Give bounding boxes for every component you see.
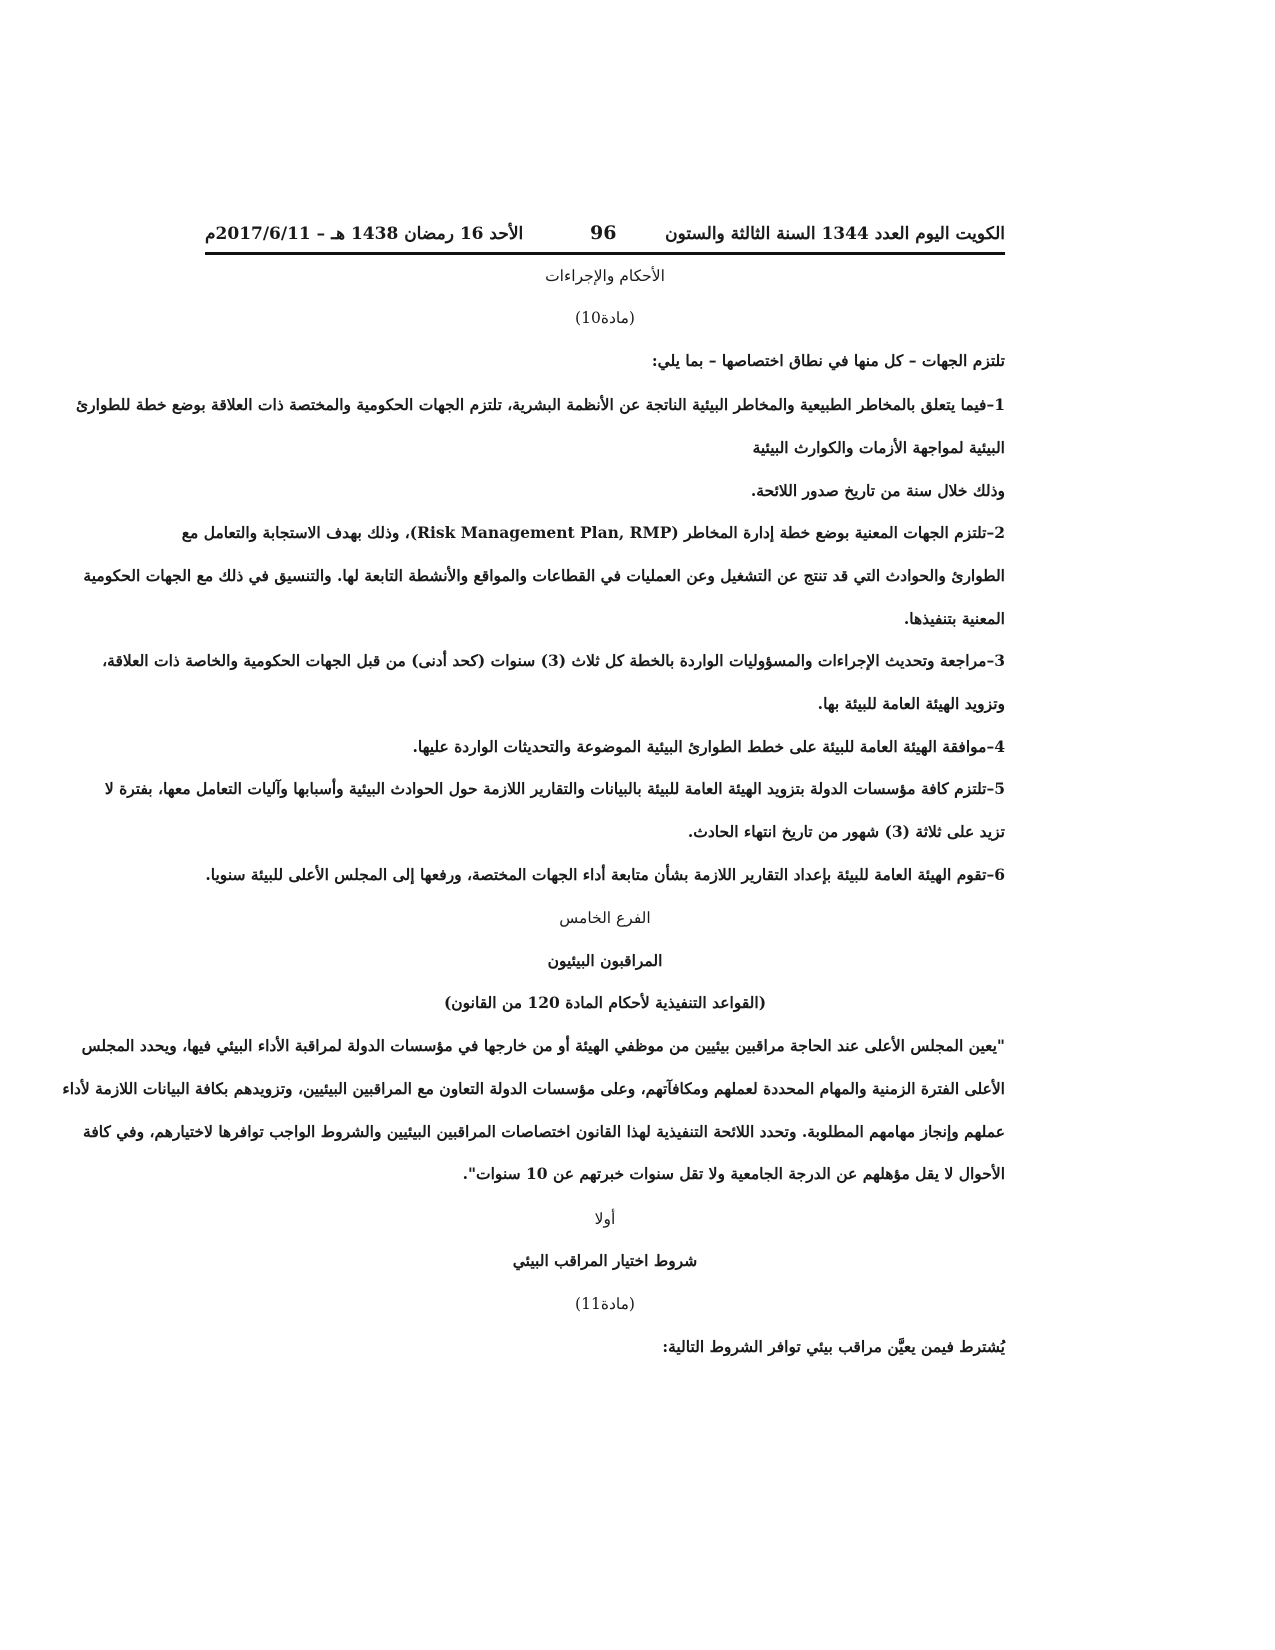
branch-title: المراقبون البيئيون <box>547 951 663 970</box>
header-rule <box>205 252 1005 255</box>
publication-info: الكويت اليوم العدد 1344 السنة الثالثة والستون <box>665 224 1005 244</box>
clause-6: 6–تقوم الهيئة العامة للبيئة بإعداد التقارير اللازمة بشأن متابعة أداء الجهات المختصة، ورفعها إلى المجلس الأعلى للبيئة سنويا. <box>205 865 1005 884</box>
conditions-title: شروط اختيار المراقب البيئي <box>512 1251 698 1270</box>
page-header <box>205 224 1005 250</box>
clause-3-line-1: 3–مراجعة وتحديث الإجراءات والمسؤوليات الواردة بالخطة كل ثلاث (3) سنوات (كحد أدنى) من قبل الجهات الحكومية والخاصة ذات العلاقة، <box>102 651 1005 670</box>
clause-2-line-1: 2–تلتزم الجهات المعنية بوضع خطة إدارة المخاطر (Risk Management Plan, RMP)، وذلك بهدف الاستجابة والتعامل مع <box>181 523 1005 542</box>
clause-5-line-1: 5–تلتزم كافة مؤسسات الدولة بتزويد الهيئة العامة للبيئة بالبيانات والتقارير اللازمة حول الحوادث البيئية وأسبابها وآليات التعامل معها، بفترة لا <box>104 779 1005 798</box>
clause-2-line-3: المعنية بتنفيذها. <box>903 609 1005 628</box>
quote-line-1: "يعين المجلس الأعلى عند الحاجة مراقبين بيئيين من موظفي الهيئة أو من خارجها في مؤسسات الدولة لمراقبة الأداء البيئي فيها، ويحدد المجلس <box>81 1036 1005 1055</box>
page-number: 96 <box>590 222 617 244</box>
clause-3-line-2: وتزويد الهيئة العامة للبيئة بها. <box>817 694 1005 713</box>
clause-1-line-3: وذلك خلال سنة من تاريخ صدور اللائحة. <box>750 481 1005 500</box>
clause-1-line-2: البيئية لمواجهة الأزمات والكوارث البيئية <box>752 438 1005 457</box>
branch-heading: الفرع الخامس <box>559 909 651 927</box>
section-heading: الأحكام والإجراءات <box>545 267 665 285</box>
branch-subtitle: (القواعد التنفيذية لأحكام المادة 120 من القانون) <box>443 993 767 1012</box>
quote-line-3: عملهم وإنجاز مهامهم المطلوبة. وتحدد اللائحة التنفيذية لهذا القانون اختصاصات المراقبين البيئيين والشروط الواجب توافرها لاختيارهم، وفي كافة <box>83 1122 1005 1141</box>
article-intro: تلتزم الجهات – كل منها في نطاق اختصاصها – بما يلي: <box>651 351 1005 370</box>
article-11-number: (مادة11) <box>575 1295 635 1313</box>
clause-2-line-2: الطوارئ والحوادث التي قد تنتج عن التشغيل وعن العمليات في القطاعات والمواقع والأنشطة التابعة لها. والتنسيق في ذلك مع الجهات الحكومية <box>83 566 1005 585</box>
clause-4: 4–موافقة الهيئة العامة للبيئة على خطط الطوارئ البيئية الموضوعة والتحديثات الواردة عليها. <box>412 737 1005 756</box>
issue-date: الأحد 16 رمضان 1438 هـ – 2017/6/11م <box>205 224 524 244</box>
clause-5-line-2: تزيد على ثلاثة (3) شهور من تاريخ انتهاء الحادث. <box>687 822 1005 841</box>
article-number: (مادة10) <box>575 309 635 327</box>
quote-line-4: الأحوال لا يقل مؤهلهم عن الدرجة الجامعية ولا تقل سنوات خبرتهم عن 10 سنوات". <box>462 1164 1005 1183</box>
first-heading: أولا <box>594 1210 616 1228</box>
document-page <box>62 0 1005 1650</box>
clause-1-line-1: 1–فيما يتعلق بالمخاطر الطبيعية والمخاطر البيئية الناتجة عن الأنظمة البشرية، تلتزم الجهات الحكومية والمختصة ذات العلاقة بوضع خطة للطوارئ <box>76 395 1005 414</box>
quote-line-2: الأعلى الفترة الزمنية والمهام المحددة لعملهم ومكافآتهم، وعلى مؤسسات الدولة التعاون مع المراقبين البيئيين، وتزويدهم بكافة البيانات اللازمة لأداء <box>62 1079 1005 1098</box>
conditions-intro: يُشترط فيمن يعيَّن مراقب بيئي توافر الشروط التالية: <box>662 1337 1005 1356</box>
